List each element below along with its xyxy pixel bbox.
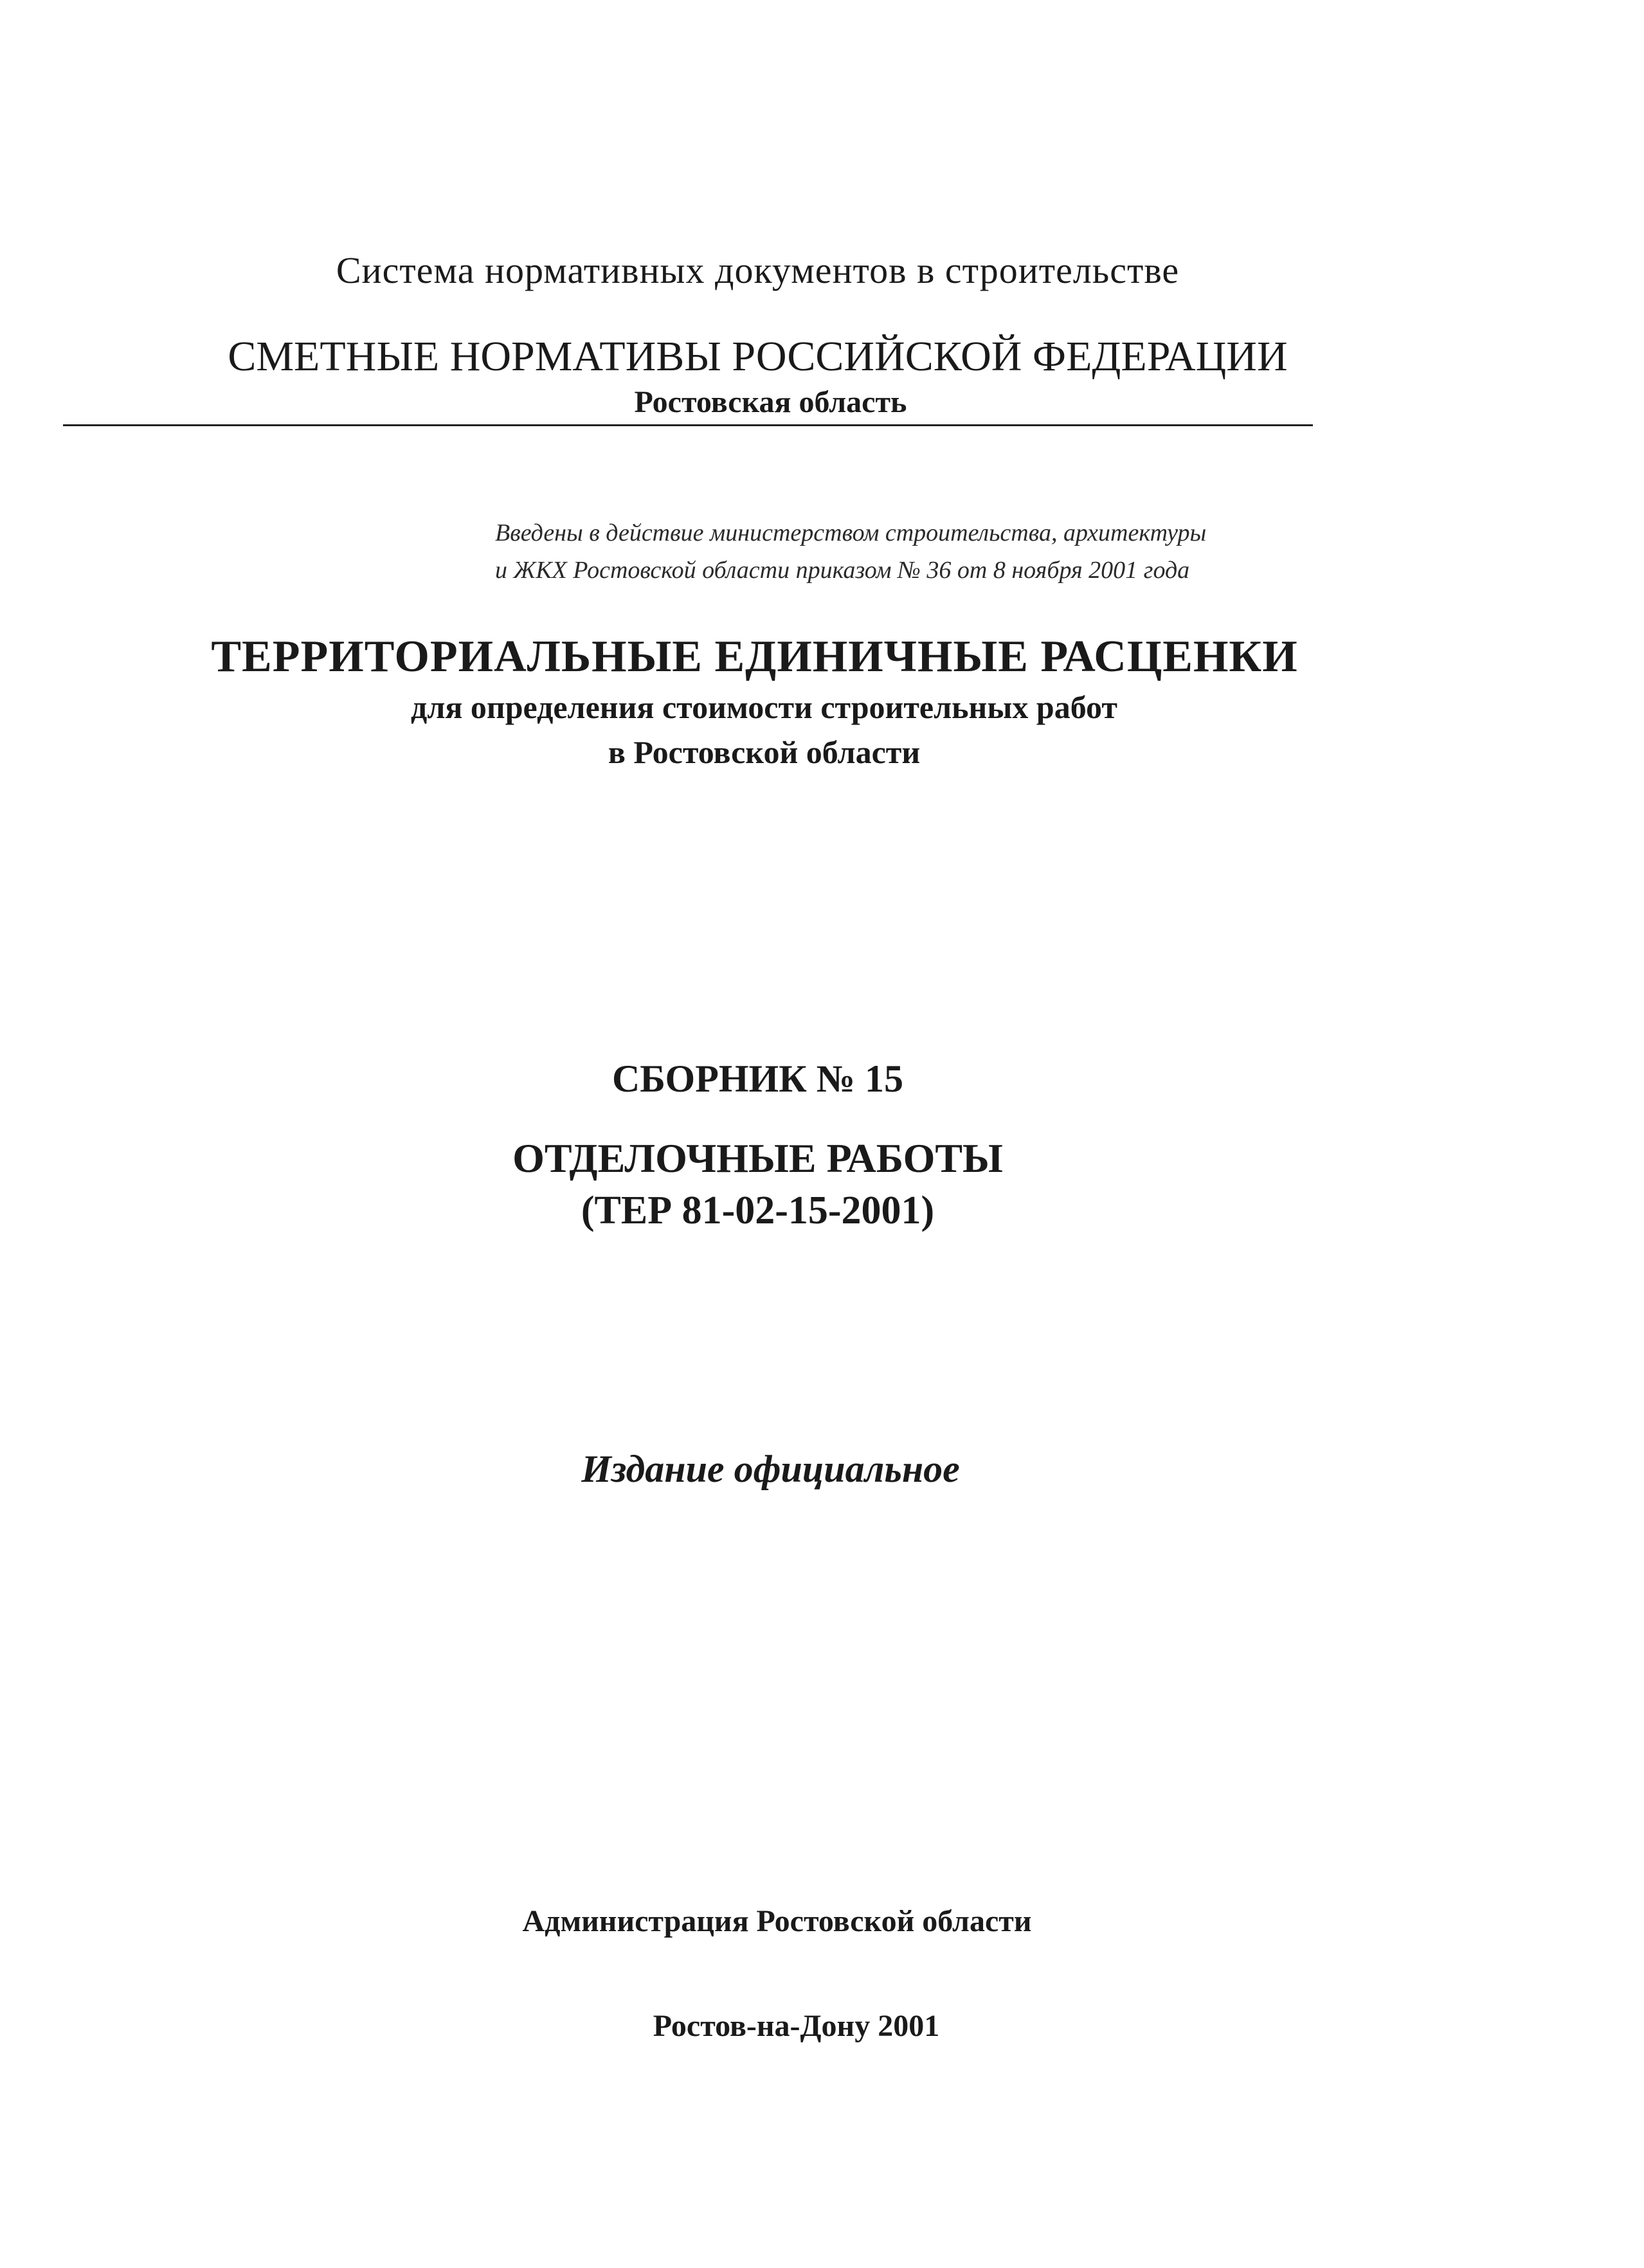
- place-year: Ростов-на-Дону 2001: [653, 2009, 940, 2043]
- document-subtitle-2: в Ростовской области: [608, 734, 921, 770]
- series-title: Система нормативных документов в строительстве: [336, 249, 1180, 291]
- decree-note: [495, 514, 1331, 589]
- header-divider: [63, 424, 1313, 426]
- section-title: ОТДЕЛОЧНЫЕ РАБОТЫ: [512, 1135, 1003, 1181]
- document-subtitle-1: для определения стоимости строительных работ: [411, 689, 1117, 725]
- document-title: ТЕРРИТОРИАЛЬНЫЕ ЕДИНИЧНЫЕ РАСЦЕНКИ: [211, 632, 1298, 681]
- publisher: Администрация Ростовской области: [522, 1904, 1032, 1938]
- main-title: СМЕТНЫЕ НОРМАТИВЫ РОССИЙСКОЙ ФЕДЕРАЦИИ: [228, 333, 1288, 380]
- document-code: (ТЕР 81-02-15-2001): [581, 1189, 935, 1232]
- decree-line-2: и ЖКХ Ростовской области приказом № 36 от 8 ноября 2001 года: [495, 557, 1190, 584]
- decree-line-1: Введены в действие министерством строительства, архитектуры: [495, 519, 1207, 546]
- region-subtitle: Ростовская область: [634, 385, 907, 419]
- edition-label: Издание официальное: [581, 1448, 960, 1490]
- collection-number: СБОРНИК № 15: [611, 1058, 904, 1100]
